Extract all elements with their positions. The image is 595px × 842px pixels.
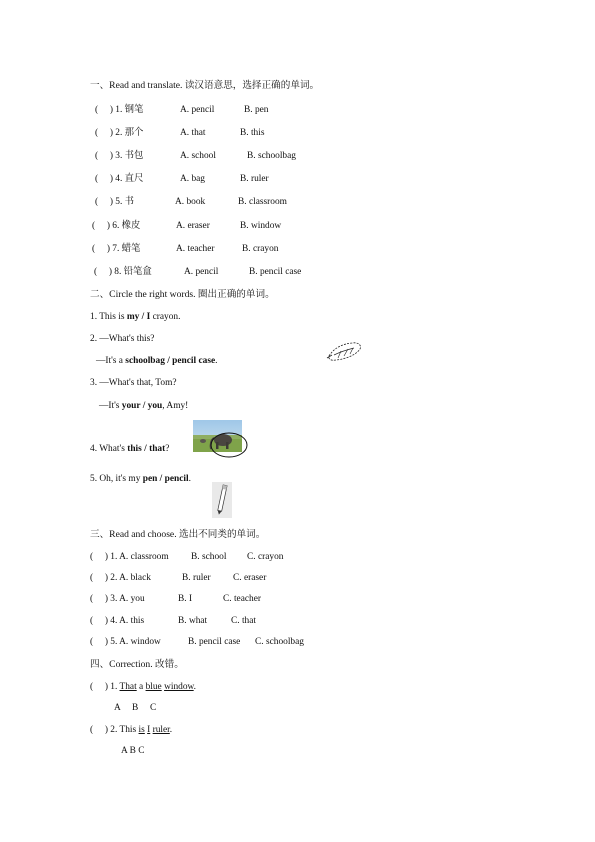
p1-q4-stem: ( ) 4. 直尺 xyxy=(95,174,144,184)
p2-q4: 4. What's this / that? xyxy=(90,444,170,454)
p4-q2-word-a: is xyxy=(138,725,145,735)
elephant-photo-image xyxy=(193,420,251,460)
p2-q2-choice: schoolbag / pencil case xyxy=(125,356,216,366)
p3-q1-option-b: B. school xyxy=(191,552,227,562)
p1-q3-stem: ( ) 3. 书包 xyxy=(95,151,144,161)
p4-q1-sentence: ( ) 1. That a blue window. xyxy=(90,682,197,692)
p3-q2-option-b: B. ruler xyxy=(182,573,211,583)
p2-q1: 1. This is my / I crayon. xyxy=(90,312,181,322)
p1-q6-option-b: B. window xyxy=(240,221,282,231)
p3-q1-option-c: C. crayon xyxy=(247,552,284,562)
p3-q2-option-c: C. eraser xyxy=(233,573,267,583)
p1-q1-option-b: B. pen xyxy=(244,105,269,115)
p3-q3-option-b: B. I xyxy=(178,594,193,604)
p3-q1-stem: ( ) 1. A. classroom xyxy=(90,552,169,562)
p3-q5-option-c: C. schoolbag xyxy=(255,637,304,647)
p3-q4-option-c: C. that xyxy=(231,616,256,626)
p4-q2-letters: A B C xyxy=(121,746,145,756)
p4-q2-sentence: ( ) 2. This is I ruler. xyxy=(90,725,173,735)
p2-q5: 5. Oh, it's my pen / pencil. xyxy=(90,474,191,484)
p3-q5-option-b: B. pencil case xyxy=(188,637,241,647)
p4-q1-letters: A B C xyxy=(114,703,157,713)
p4-q2-word-b: I xyxy=(147,725,151,735)
p1-q5-option-b: B. classroom xyxy=(238,197,287,207)
part3-heading: 三、Read and choose. 选出不同类的单词。 xyxy=(90,529,266,540)
p1-q8-option-b: B. pencil case xyxy=(249,267,302,277)
part4-heading: 四、Correction. 改错。 xyxy=(90,659,184,670)
p2-q2-question: 2. —What's this? xyxy=(90,334,155,344)
p1-q2-option-a: A. that xyxy=(180,128,206,138)
p4-q1-word-b: blue xyxy=(145,682,162,692)
p1-q3-option-a: A. school xyxy=(180,151,216,161)
p1-q7-option-a: A. teacher xyxy=(176,244,215,254)
p3-q4-stem: ( ) 4. A. this xyxy=(90,616,145,626)
p1-q1-stem: ( ) 1. 钢笔 xyxy=(95,105,144,115)
part2-heading: 二、Circle the right words. 圈出正确的单词。 xyxy=(90,289,275,300)
p1-q3-option-b: B. schoolbag xyxy=(247,151,296,161)
p1-q6-option-a: A. eraser xyxy=(176,221,210,231)
p1-q8-stem: ( ) 8. 铅笔盒 xyxy=(94,267,152,277)
part1-heading: 一、Read and translate. 读汉语意思，选择正确的单词。 xyxy=(90,80,320,91)
p1-q5-option-a: A. book xyxy=(175,197,206,207)
p3-q5-stem: ( ) 5. A. window xyxy=(90,637,161,647)
p3-q3-option-c: C. teacher xyxy=(223,594,261,604)
pen-image xyxy=(212,482,232,518)
p1-q4-option-b: B. ruler xyxy=(240,174,269,184)
p1-q7-stem: ( ) 7. 蜡笔 xyxy=(92,244,141,254)
p4-q1-word-c: window xyxy=(164,682,194,692)
p2-q2-answer: —It's a schoolbag / pencil case. xyxy=(96,356,218,366)
p1-q2-option-b: B. this xyxy=(240,128,265,138)
p2-q3-answer: —It's your / you, Amy! xyxy=(99,401,189,411)
p3-q2-stem: ( ) 2. A. black xyxy=(90,573,151,583)
p3-q3-stem: ( ) 3. A. you xyxy=(90,594,145,604)
p1-q1-option-a: A. pencil xyxy=(180,105,215,115)
p2-q3-choice: your / you xyxy=(121,401,163,411)
p1-q6-stem: ( ) 6. 橡皮 xyxy=(92,221,141,231)
p4-q1-word-a: That xyxy=(119,682,137,692)
p1-q8-option-a: A. pencil xyxy=(184,267,219,277)
p2-q5-choice: pen / pencil xyxy=(142,474,189,484)
p2-q1-choice: my / I xyxy=(126,312,151,322)
p1-q5-stem: ( ) 5. 书 xyxy=(95,197,135,207)
pencil-case-sketch-image xyxy=(326,340,364,364)
p1-q7-option-b: B. crayon xyxy=(242,244,279,254)
p2-q4-choice: this / that xyxy=(127,444,166,454)
p1-q2-stem: ( ) 2. 那个 xyxy=(95,128,144,138)
p1-q4-option-a: A. bag xyxy=(180,174,205,184)
p2-q3-question: 3. —What's that, Tom? xyxy=(90,378,177,388)
p4-q2-word-c: ruler xyxy=(152,725,170,735)
p3-q4-option-b: B. what xyxy=(178,616,208,626)
